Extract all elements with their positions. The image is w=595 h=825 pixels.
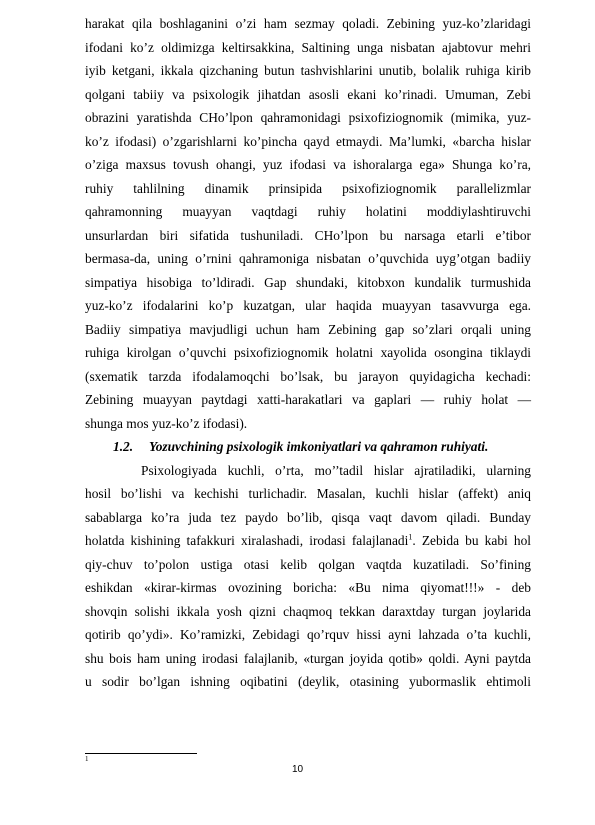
footnote-divider: [85, 753, 197, 754]
footnote-marker: 1: [85, 755, 89, 763]
text-line: unsurlardan biri sifatida tushuniladi. CHo’lpon bu narsaga etarli e’tibor: [85, 227, 531, 243]
text-line: ruhiy tahlilning dinamik prinsipida psixofiziognomik parallelizmlar: [85, 180, 531, 196]
section-title: Yozuvchining psixologik imkoniyatlari va qahramon ruhiyati.: [149, 439, 489, 454]
text-line: simpatiya hisobiga to’ldiradi. Gap shundaki, kitobxon kundalik turmushida: [85, 274, 531, 290]
footnote-reference[interactable]: 1: [408, 532, 413, 542]
text-line: bermasa-da, uning o’rnini qahramoniga nisbatan o’quvchida uyg’otgan badiiy: [85, 251, 531, 266]
text-line: qotirib qo’ydi». Ko’ramizki, Zebidagi qo’rquv hissi ayni lahzada o’ta kuchli,: [85, 627, 531, 642]
text-line: shovqin solishi ikkala yosh qizni chaqmoq tekkan daraxtday turgan joylarida: [85, 603, 531, 619]
text-line: shu bois ham uning irodasi falajlanib, «turgan joyida qotib» qoldi. Ayni paytda: [85, 650, 531, 666]
text-line: Badiiy simpatiya mavjudligi uchun ham Zebining gap so’zlari orqali uning: [85, 321, 531, 337]
text-line: yuz-ko’z ifodalarini ko’p kuzatgan, ular haqida muayyan tasavvurga ega.: [85, 298, 531, 313]
text-line: Zebining muayyan paytdagi xatti-harakatlari va gaplari — ruhiy holat —: [85, 392, 531, 407]
text-line: sabablarga ko’ra juda tez paydo bo’lib, qisqa vaqt davom qiladi. Bunday: [85, 509, 531, 525]
text-fragment: holatda kishining tafakkuri xiralashadi, irodasi falajlanadi: [85, 533, 409, 548]
paragraph-1: [85, 12, 531, 435]
page-number: 10: [291, 764, 304, 775]
text-line: qiy-chuv to’polon ustiga otasi kelib qolgan vaqtda kuzatiladi. So’fining: [85, 556, 531, 572]
text-line: qolgani tabiiy va psixologik jihatdan asosli ekani ko’rinadi. Umuman, Zebi: [85, 86, 531, 102]
text-line: o’ziga maxsus tovush ohangi, yuz ifodasi va ishoralarga ega» Shunga ko’ra,: [85, 157, 531, 172]
paragraph-2: [85, 459, 531, 694]
section-number: 1.2.: [113, 439, 134, 454]
text-line: eshikdan «kirar-kirmas ovozining boricha: «Bu nima qiyomat!!!» - deb: [85, 580, 531, 595]
text-line: [85, 529, 531, 553]
text-line: Psixologiyada kuchli, o’rta, mo’’tadil hislar ajratiladiki, ularning: [141, 462, 531, 478]
text-line: iyib ketgani, ikkala qizchaning butun tashvishlarini unutib, bolalik ruhiga kirib: [85, 63, 531, 78]
text-line: obrazini yaratishda CHo’lpon qahramonidagi psixofiziognomik (mimika, yuz-: [85, 110, 531, 125]
document-body: [85, 12, 531, 694]
text-line: qahramonning muayyan vaqtdagi ruhiy holatini moddiylashtiruvchi: [85, 204, 531, 219]
text-line: ruhiga kirolgan o’quvchi psixofiziognomik holatni xayolida osongina tiklaydi: [85, 345, 531, 360]
text-fragment: . Zebida bu kabi hol: [412, 533, 531, 548]
section-heading: [85, 435, 531, 459]
text-line: u sodir bo’lgan ishning oqibatini (deylik, otasining yubormaslik ehtimoli: [85, 674, 531, 689]
text-line: ifodani ko’z oldimizga keltirsakkina, Saltining unga nisbatan ajabtovur mehri: [85, 39, 531, 55]
text-line: shunga mos yuz-ko’z ifodasi).: [85, 415, 248, 431]
text-line: (sxematik tarzda ifodalamoqchi bo’lsak, bu jarayon quyidagicha kechadi:: [85, 368, 531, 384]
text-line: hosil bo’lishi va kechishi turlichadir. Masalan, kuchli hislar (affekt) aniq: [85, 486, 531, 501]
text-line: harakat qila boshlaganini o’zi ham sezmay qoladi. Zebining yuz-ko’zlaridagi: [85, 16, 531, 31]
text-line: ko’z ifodasi) o’zgarishlarni ko’pincha qayd etmaydi. Ma’lumki, «barcha hislar: [85, 133, 531, 149]
